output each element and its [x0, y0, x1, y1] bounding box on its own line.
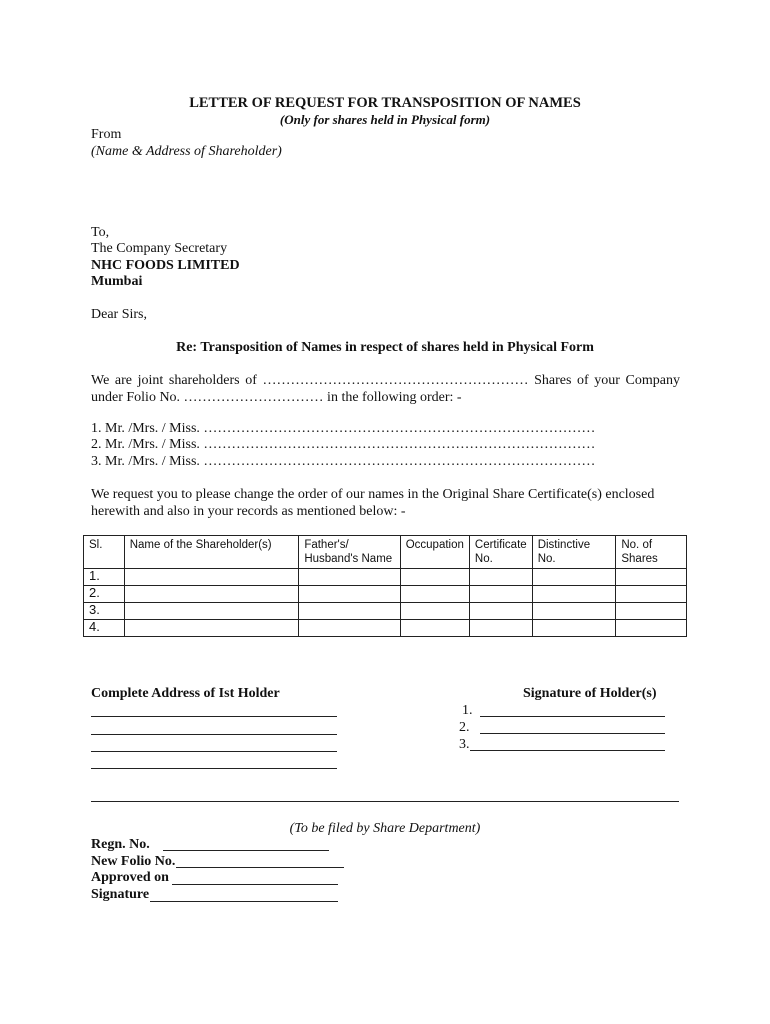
signature-heading: Signature of Holder(s) [523, 686, 657, 701]
cell-name[interactable] [124, 603, 299, 620]
subject-line: Re: Transposition of Names in respect of shares held in Physical Form [176, 340, 594, 355]
address-line-3[interactable] [91, 751, 337, 752]
cell-distinctive[interactable] [532, 603, 616, 620]
cell-distinctive[interactable] [532, 620, 616, 637]
from-label: From [91, 127, 122, 142]
cell-occupation[interactable] [400, 603, 469, 620]
from-placeholder: (Name & Address of Shareholder) [91, 144, 282, 159]
signature-line-2[interactable] [480, 733, 665, 734]
address-line-2[interactable] [91, 734, 337, 735]
cell-certificate[interactable] [469, 620, 532, 637]
holder-line-2: 2. Mr. /Mrs. / Miss. ………………………………………………………………………… [91, 437, 596, 452]
col-header-sl: Sl. [84, 536, 125, 569]
to-label: To, [91, 225, 110, 240]
new-folio-field[interactable] [176, 867, 344, 868]
signature-label-2: 2. [459, 720, 470, 735]
cell-shares[interactable] [616, 620, 687, 637]
cell-certificate[interactable] [469, 603, 532, 620]
table-row [84, 569, 687, 586]
form-title: LETTER OF REQUEST FOR TRANSPOSITION OF NAMES [189, 95, 581, 111]
cell-distinctive[interactable] [532, 569, 616, 586]
to-designation: The Company Secretary [91, 241, 228, 256]
cell-occupation[interactable] [400, 620, 469, 637]
cell-name[interactable] [124, 586, 299, 603]
address-line-1[interactable] [91, 716, 337, 717]
signature-label-1: 1. [462, 703, 473, 718]
office-signature-field[interactable] [150, 901, 338, 902]
cell-occupation[interactable] [400, 569, 469, 586]
row-serial: 1. [84, 569, 125, 586]
form-subtitle: (Only for shares held in Physical form) [279, 112, 491, 127]
cell-name[interactable] [124, 620, 299, 637]
col-header-father-husband: Father's/ Husband's Name [299, 536, 400, 569]
cell-father-husband[interactable] [299, 603, 400, 620]
signature-line-3[interactable] [470, 750, 665, 751]
address-heading: Complete Address of Ist Holder [91, 686, 280, 701]
row-serial: 2. [84, 586, 125, 603]
row-serial: 4. [84, 620, 125, 637]
table-row [84, 586, 687, 603]
salutation: Dear Sirs, [91, 307, 147, 322]
cell-certificate[interactable] [469, 569, 532, 586]
row-serial: 3. [84, 603, 125, 620]
address-line-4[interactable] [91, 768, 337, 769]
holder-line-3: 3. Mr. /Mrs. / Miss. ………………………………………………………………………… [91, 454, 596, 469]
approved-on-label: Approved on [91, 870, 169, 885]
cell-shares[interactable] [616, 569, 687, 586]
signature-label-3: 3. [459, 737, 470, 752]
new-folio-label: New Folio No. [91, 854, 176, 869]
col-header-occupation: Occupation [400, 536, 469, 569]
regn-no-label: Regn. No. [91, 837, 150, 852]
cell-father-husband[interactable] [299, 569, 400, 586]
section-divider [91, 801, 679, 802]
cell-shares[interactable] [616, 603, 687, 620]
col-header-distinctive: Distinctive No. [532, 536, 616, 569]
cell-shares[interactable] [616, 586, 687, 603]
request-paragraph: We request you to please change the order of our names in the Original Share Certificate(s) enclosed herewith and also in your records as mentioned below: - [91, 487, 655, 519]
approved-on-field[interactable] [172, 884, 338, 885]
intro-paragraph: We are joint shareholders of ………………………………………………… Shares of your Company under Folio No. ………………………… in the following order: - [91, 373, 680, 405]
office-signature-label: Signature [91, 887, 150, 902]
cell-father-husband[interactable] [299, 586, 400, 603]
to-company: NHC FOODS LIMITED [91, 258, 240, 273]
to-city: Mumbai [91, 274, 143, 289]
col-header-name: Name of the Shareholder(s) [124, 536, 299, 569]
regn-no-field[interactable] [163, 850, 329, 851]
cell-distinctive[interactable] [532, 586, 616, 603]
holder-line-1: 1. Mr. /Mrs. / Miss. ………………………………………………………………………… [91, 421, 596, 436]
signature-line-1[interactable] [480, 716, 665, 717]
col-header-certificate: Certificate No. [469, 536, 532, 569]
cell-father-husband[interactable] [299, 620, 400, 637]
cell-certificate[interactable] [469, 586, 532, 603]
transposition-table [83, 535, 687, 637]
table-row [84, 620, 687, 637]
office-use-note: (To be filed by Share Department) [289, 821, 481, 836]
col-header-shares: No. of Shares [616, 536, 687, 569]
cell-name[interactable] [124, 569, 299, 586]
table-header-row [84, 536, 687, 569]
cell-occupation[interactable] [400, 586, 469, 603]
table-row [84, 603, 687, 620]
